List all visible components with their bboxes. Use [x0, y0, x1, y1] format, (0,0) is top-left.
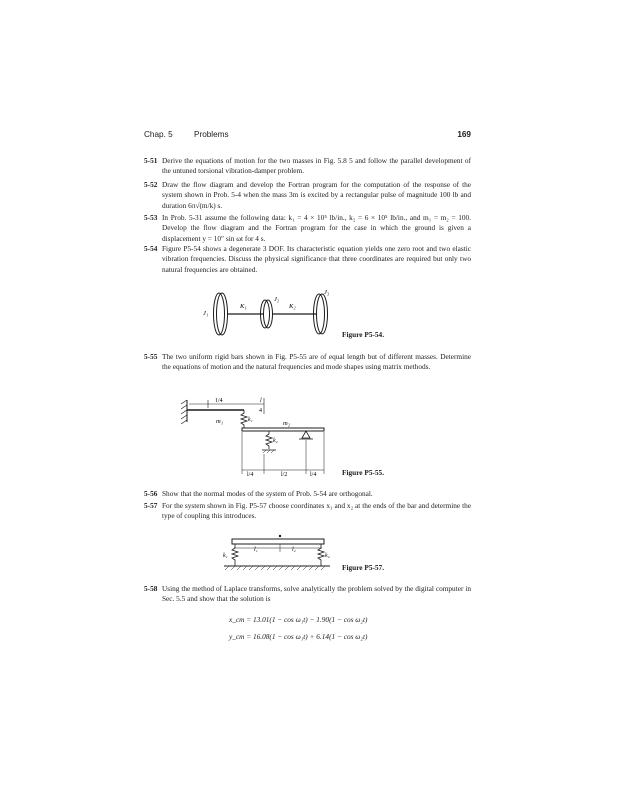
- equation-x-cm: x_cm = 13.01(1 − cos ω₁t) − 1.90(1 − cos ω₂t): [229, 615, 368, 624]
- label-l2: l₂: [292, 547, 296, 553]
- problem-number: 5-58: [144, 584, 158, 593]
- problem-text: Draw the flow diagram and develop the Fortran program for the computation of the response of the system shown in Prob. 5-4 when the mass 3m is excited by a rectangular pulse of magnitude 100 lb and duration 6π√(m/k) s.: [162, 180, 471, 210]
- problem-text: In Prob. 5-31 assume the following data: k₁ = 4 × 10⁵ lb/in., k₂ = 6 × 10⁵ lb/in., and m₁ = m₂ = 100. Develop the flow diagram and the Fortran program for the case in which the ground is given a displacement y = 10″ sin ωt for 4 s.: [162, 213, 471, 243]
- figure-p5-54: [200, 290, 340, 338]
- problem-text: For the system shown in Fig. P5-57 choose coordinates x₁ and x₂ at the ends of the bar and determine the type of coupling this introduces.: [162, 501, 471, 521]
- ground-hatch: [225, 566, 325, 570]
- label-m1: m₁: [216, 418, 223, 425]
- wall-hatch: [181, 400, 187, 424]
- problem-number: 5-55: [144, 352, 158, 361]
- problem-5-51: [144, 156, 471, 177]
- label-bottom-l4-right: l/4: [310, 472, 317, 478]
- label-l1: l₁: [254, 547, 258, 553]
- label-top-quarter: 1/4: [215, 398, 223, 404]
- figure-p5-55-caption: Figure P5-55.: [342, 468, 385, 477]
- disk-j3: [317, 294, 328, 334]
- problem-number: 5-56: [144, 489, 158, 498]
- problem-text: Derive the equations of motion for the two masses in Fig. 5.8 5 and follow the parallel development of the untuned torsional vibration-damper problem.: [162, 156, 471, 176]
- label-bottom-l2: l/2: [281, 472, 288, 478]
- label-j3: J₃: [324, 289, 330, 296]
- problem-text: Show that the normal modes of the system of Prob. 5-54 are orthogonal.: [162, 489, 373, 498]
- bar-2: [242, 428, 324, 431]
- problem-text: Figure P5-54 shows a degenerate 3 DOF. Its characteristic equation yields one zero root and two elastic vibration frequencies. Discuss the physical significance that three coordinates are required but only two natural frequencies are obtained.: [162, 244, 471, 274]
- figure-p5-57-caption: Figure P5-57.: [342, 563, 385, 572]
- spring-k2: [318, 544, 324, 566]
- problem-5-52: [144, 180, 471, 211]
- label-top-four: 4: [259, 408, 262, 414]
- figure-p5-54-caption: Figure P5-54.: [342, 330, 385, 339]
- problem-number: 5-57: [144, 501, 158, 510]
- spring-k1: [241, 410, 247, 428]
- label-k2: k₂: [273, 438, 278, 444]
- disk-j1: [217, 293, 228, 335]
- problem-5-53: [144, 213, 471, 244]
- label-j2: J₂: [274, 296, 280, 303]
- problem-number: 5-54: [144, 244, 158, 253]
- label-k2: k₂: [325, 553, 330, 559]
- problem-5-55: [144, 352, 471, 373]
- spring-k1: [232, 544, 238, 566]
- label-k2: K₂: [289, 303, 296, 310]
- label-top-l: l: [260, 398, 262, 404]
- label-k1: k₁: [248, 417, 253, 423]
- equation-y-cm: y_cm = 16.08(1 − cos ω₁t) + 6.14(1 − cos ω₂t): [229, 632, 368, 641]
- problem-text: The two uniform rigid bars shown in Fig. P5-55 are of equal length but of different masses. Determine the equations of motion and the natural frequencies and mode shapes using matrix methods.: [162, 352, 471, 372]
- label-j1: J₁: [203, 310, 209, 317]
- pivot-support: [302, 431, 310, 438]
- figure-p5-55: [178, 394, 338, 484]
- label-m2: m₂: [283, 420, 290, 427]
- spring-k2: [266, 431, 272, 449]
- center-of-mass-dot: [279, 535, 281, 537]
- figure-p5-57: [222, 530, 334, 576]
- problem-5-57: [144, 501, 471, 522]
- problem-5-54: [144, 244, 471, 275]
- problem-text: Using the method of Laplace transforms, solve analytically the problem solved by the digital computer in Sec. 5.5 and show that the solution is: [162, 584, 471, 604]
- problem-number: 5-51: [144, 156, 158, 165]
- page-number: 169: [457, 130, 471, 139]
- rigid-bar: [232, 539, 324, 544]
- label-k1: k₁: [223, 553, 228, 559]
- problem-5-56: [144, 489, 471, 499]
- label-bottom-l4-left: l/4: [247, 472, 254, 478]
- chapter-label: Chap. 5: [144, 130, 173, 139]
- problem-number: 5-53: [144, 213, 158, 222]
- section-label: Problems: [194, 130, 229, 139]
- problem-number: 5-52: [144, 180, 158, 189]
- problem-5-58: [144, 584, 471, 605]
- label-k1: K₁: [240, 303, 247, 310]
